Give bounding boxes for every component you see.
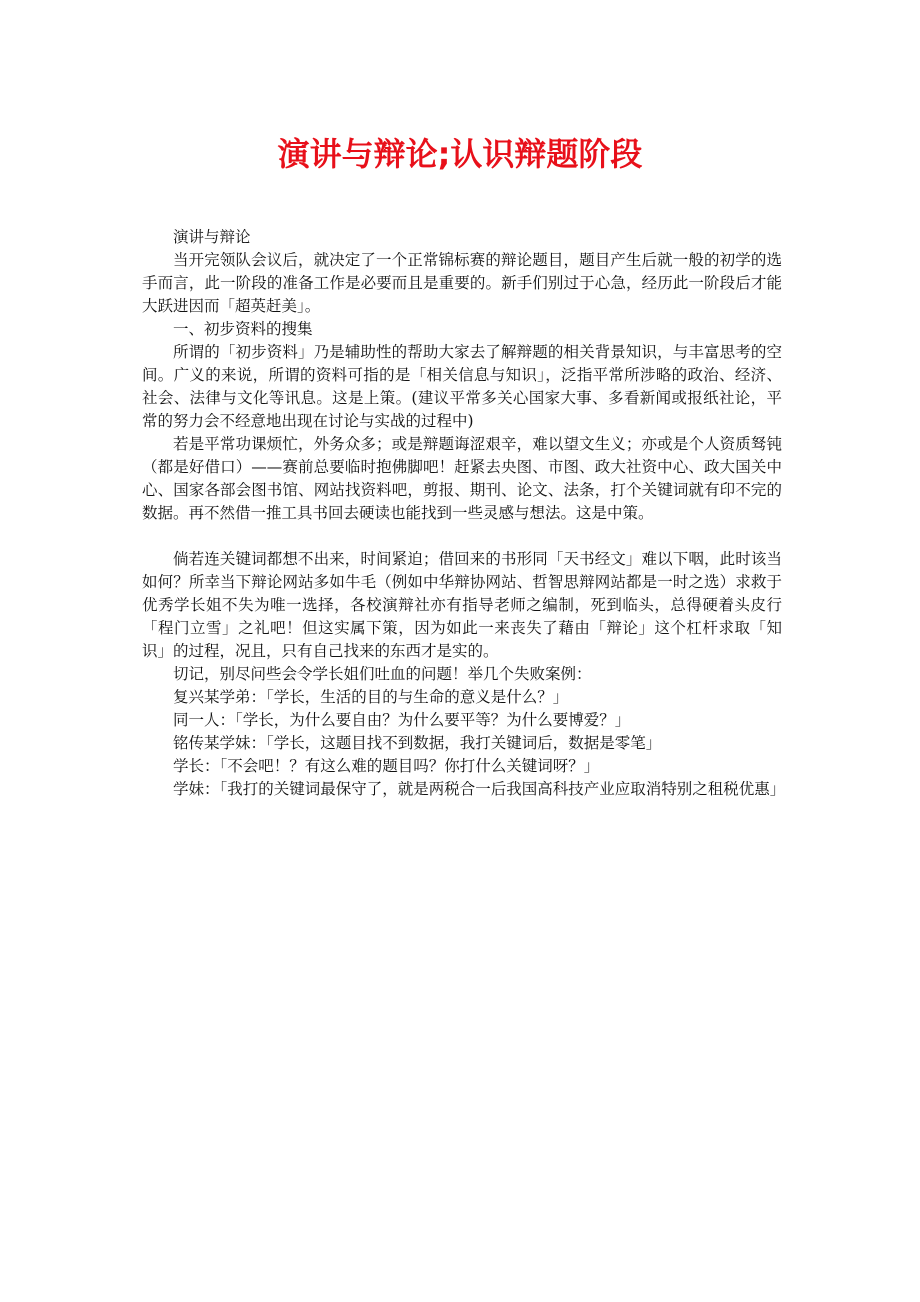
paragraph-upper-strategy: 所谓的「初步资料」乃是辅助性的帮助大家去了解辩题的相关背景知识，与丰富思考的空间。广义的来说，所谓的资料可指的是「相关信息与知识」，泛指平常所涉略的政治、经济、社会、法律与文化等讯息。这是上策。(建议平常多关心国家大事、多看新闻或报纸社论，平常的努力会不经意地出现在讨论与实战的过程中)	[142, 343, 782, 430]
dialogue-line: 学妹：「我打的关键词最保守了，就是两税合一后我国高科技产业应取消特别之租税优惠」	[173, 780, 786, 798]
section-heading-1: 一、初步资料的搜集	[173, 320, 313, 338]
paragraph-lower-strategy: 倘若连关键词都想不出来，时间紧迫；借回来的书形同「天书经文」难以下咽，此时该当如何？所幸当下辩论网站多如牛毛（例如中华辩协网站、哲智思辩网站都是一时之选）求救于优秀学长姐不失为唯一选择，各校演辩社亦有指导老师之编制，死到临头，总得硬着头皮行「程门立雪」之礼吧！但这实属下策，因为如此一来丧失了藉由「辩论」这个杠杆求取「知识」的过程，况且，只有自己找来的东西才是实的。	[142, 550, 782, 660]
dialogue-line: 学长：「不会吧！？有这么难的题目吗？你打什么关键词呀？」	[173, 757, 600, 775]
section-heading: 演讲与辩论	[173, 228, 251, 246]
blank-line	[142, 525, 782, 548]
dialogue-line: 铭传某学妹：「学长，这题目找不到数据，我打关键词后，数据是零笔」	[173, 734, 662, 752]
paragraph-warning: 切记，别尽问些会令学长姐们吐血的问题！举几个失败案例：	[173, 665, 592, 683]
document-title: 演讲与辩论;认识辩题阶段	[277, 135, 643, 173]
document-body	[142, 226, 786, 801]
dialogue-line: 复兴某学弟：「学长，生活的目的与生命的意义是什么？」	[173, 688, 569, 706]
dialogue-line: 同一人：「学长，为什么要自由？为什么要平等？为什么要博爱？」	[173, 711, 631, 729]
paragraph-middle-strategy: 若是平常功课烦忙，外务众多；或是辩题诲涩艰辛，难以望文生义；亦或是个人资质驽钝（都是好借口）——赛前总要临时抱佛脚吧！赶紧去央图、市图、政大社资中心、政大国关中心、国家各部会图书馆、网站找资料吧，剪报、期刊、论文、法条，打个关键词就有印不完的数据。再不然借一推工具书回去硬读也能找到一些灵感与想法。这是中策。	[142, 435, 782, 522]
paragraph-intro: 当开完领队会议后，就决定了一个正常锦标赛的辩论题目，题目产生后就一般的初学的选手而言，此一阶段的准备工作是必要而且是重要的。新手们别过于心急，经历此一阶段后才能大跃进因而「超英赶美」。	[142, 251, 782, 315]
